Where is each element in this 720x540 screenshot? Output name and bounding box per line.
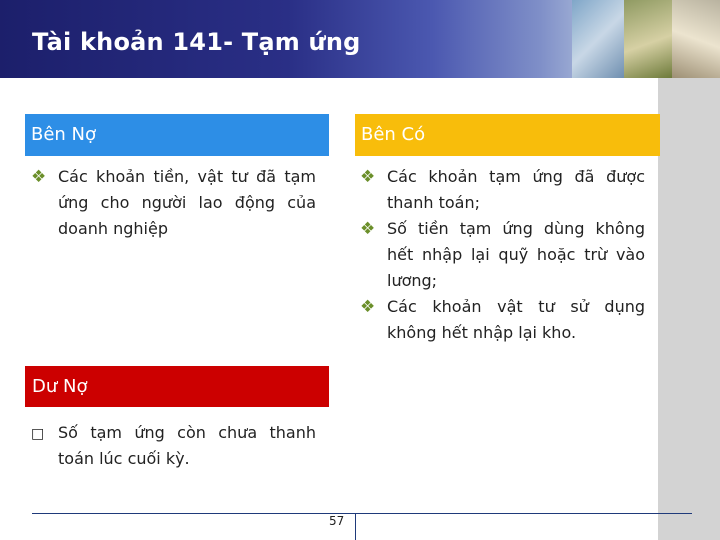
header-photo-pen — [672, 0, 720, 78]
title-banner — [0, 0, 720, 78]
square-bullet-icon: □ — [31, 426, 45, 442]
footer-tick — [355, 513, 356, 540]
list-item-text: Số tiền tạm ứng dùng không hết nhập lại quỹ hoặc trừ vào lương; — [387, 219, 645, 290]
list-item-text: Số tạm ứng còn chưa thanh toán lúc cuối kỳ. — [58, 423, 316, 468]
list-item — [360, 294, 645, 346]
balance-header: Dư Nợ — [25, 366, 329, 407]
list-item — [31, 420, 316, 472]
diamond-bullet-icon: ❖ — [31, 167, 47, 187]
diamond-bullet-icon: ❖ — [360, 219, 376, 239]
list-item-text: Các khoản vật tư sử dụng không hết nhập lại kho. — [387, 297, 645, 342]
credit-list — [360, 164, 645, 346]
list-item — [31, 164, 316, 242]
slide-title: Tài khoản 141- Tạm ứng — [32, 28, 361, 56]
list-item — [360, 164, 645, 216]
balance-list — [31, 420, 316, 472]
footer-divider — [32, 513, 692, 514]
list-item — [360, 216, 645, 294]
right-sidebar — [658, 78, 720, 540]
debit-list — [31, 164, 316, 242]
diamond-bullet-icon: ❖ — [360, 297, 376, 317]
list-item-text: Các khoản tiền, vật tư đã tạm ứng cho người lao động của doanh nghiệp — [58, 167, 316, 238]
header-photo-coins — [624, 0, 672, 78]
list-item-text: Các khoản tạm ứng đã được thanh toán; — [387, 167, 645, 212]
header-photo-calculator — [572, 0, 624, 78]
diamond-bullet-icon: ❖ — [360, 167, 376, 187]
page-number: 57 — [329, 514, 345, 528]
debit-header: Bên Nợ — [25, 114, 329, 156]
credit-header: Bên Có — [355, 114, 660, 156]
